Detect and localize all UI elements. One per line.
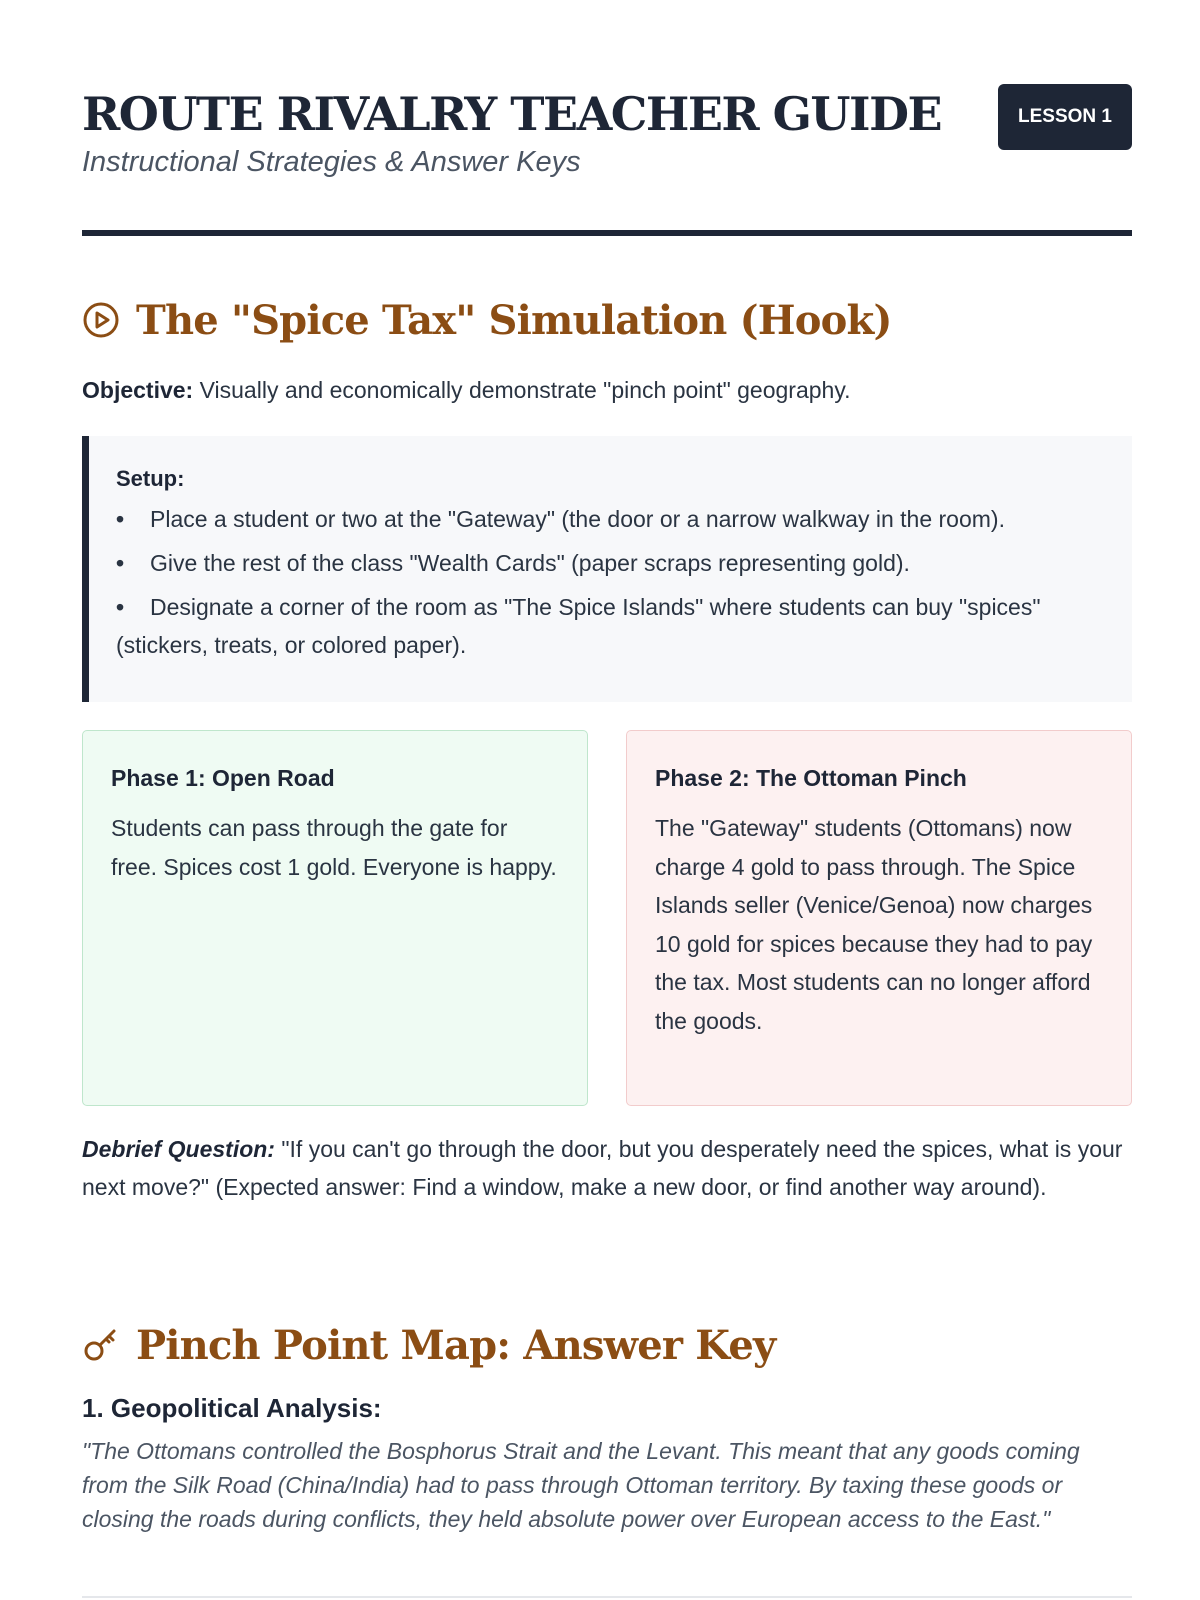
bullet: • [116, 506, 125, 532]
list-item [116, 544, 1104, 582]
debrief-question [82, 1130, 1132, 1206]
header [82, 84, 1132, 240]
setup-box [82, 436, 1132, 702]
list-item-text: Designate a corner of the room as "The Spice Islands" where students can buy "spices" (stickers, treats, or colored paper). [116, 594, 1041, 658]
lesson-badge: LESSON 1 [998, 84, 1132, 150]
play-circle-icon [82, 301, 120, 339]
phase-card-ottoman-pinch [626, 730, 1132, 1106]
section-title: The "Spice Tax" Simulation (Hook) [136, 296, 892, 344]
list-item [116, 500, 1104, 538]
list-item-text: Give the rest of the class "Wealth Cards" (paper scraps representing gold). [150, 550, 910, 576]
section-heading-spice-tax [82, 290, 892, 350]
section-heading-answer-key [82, 1315, 775, 1375]
section-title: Pinch Point Map: Answer Key [136, 1321, 776, 1369]
bullet: • [116, 594, 125, 620]
key-icon [82, 1326, 120, 1364]
phase-text: Students can pass through the gate for free. Spices cost 1 gold. Everyone is happy. [111, 815, 557, 880]
objective [82, 371, 1132, 409]
page-title: ROUTE RIVALRY TEACHER GUIDE [82, 87, 942, 141]
phase-text: The "Gateway" students (Ottomans) now charge 4 gold to pass through. The Spice Islands seller (Venice/Genoa) now charges 10 gold for spices because they had to pay the tax. Most students can no longer afford the goods. [655, 815, 1093, 1034]
objective-text: Visually and economically demonstrate "pinch point" geography. [193, 377, 851, 403]
list-item-text: Place a student or two at the "Gateway" (the door or a narrow walkway in the room). [150, 506, 1005, 532]
debrief-text: "If you can't go through the door, but you desperately need the spices, what is your next move?" (Expected answer: Find a window, make a new door, or find another way around). [82, 1136, 1123, 1200]
page-subtitle: Instructional Strategies & Answer Keys [82, 146, 581, 178]
analysis-quote: "The Ottomans controlled the Bosphorus Strait and the Levant. This meant that any goods coming from the Silk Road (China/India) had to pass through Ottoman territory. By taxing these goods or closing the roads during conflicts, they held absolute power over European access to the East." [82, 1438, 1080, 1532]
list-item [116, 588, 1104, 664]
setup-label: Setup: [116, 466, 185, 491]
phase-card-open-road [82, 730, 588, 1106]
bullet: • [116, 550, 125, 576]
header-divider [82, 230, 1132, 236]
objective-label: Objective: [82, 377, 194, 403]
phase-title: Phase 1: Open Road [111, 765, 335, 791]
section-divider [82, 1596, 1132, 1598]
setup-list [116, 500, 1104, 664]
phase-title: Phase 2: The Ottoman Pinch [655, 765, 967, 791]
debrief-label: Debrief Question: [82, 1136, 275, 1162]
analysis-title: 1. Geopolitical Analysis: [82, 1393, 382, 1423]
